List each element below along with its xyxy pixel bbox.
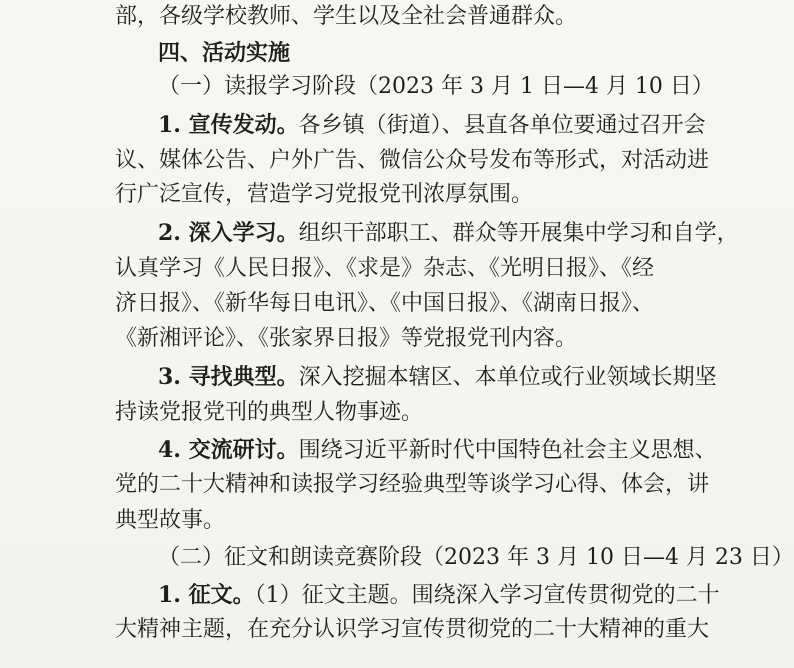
line-15-text: 典型故事。 (115, 508, 226, 533)
line-3-text: （一）读报学习阶段（2023 年 3 月 1 日—4 月 10 日） (158, 74, 714, 99)
text-line-12 (115, 398, 794, 428)
subsection-heading-essay-stage (158, 543, 794, 573)
lead-exchange: 4. 交流研讨。 (158, 437, 299, 463)
line-10-text: 《新湘评论》、《张家界日报》等党报党刊内容。 (115, 326, 578, 351)
text-line-7 (158, 218, 794, 249)
line-8-text: 认真学习《人民日报》、《求是》杂志、《光明日报》、《经 (115, 256, 655, 281)
line-1-text: 部，各级学校教师、学生以及全社会普通群众。 (115, 4, 578, 29)
line-6-text: 行广泛宣传，营造学习党报党刊浓厚氛围。 (115, 182, 534, 207)
lead-essay: 1. 征文。 (158, 582, 255, 608)
lead-find-models: 3. 寻找典型。 (158, 364, 299, 390)
lead-publicity: 1. 宣传发动。 (158, 112, 299, 138)
lead-study: 2. 深入学习。 (158, 220, 299, 246)
line-12-text: 持读党报党刊的典型人物事迹。 (115, 400, 424, 425)
line-13-text: 围绕习近平新时代中国特色社会主义思想、 (298, 438, 717, 463)
section-heading-activity-implementation (158, 38, 794, 68)
line-7-text: 组织干部职工、群众等开展集中学习和自学， (298, 221, 739, 246)
line-17-text: （1）征文主题。围绕深入学习宣传贯彻党的二十 (254, 583, 720, 608)
text-line-9 (115, 289, 794, 319)
text-line-10 (115, 324, 794, 354)
line-18-text: 大精神主题，在充分认识学习宣传贯彻党的二十大精神的重大 (115, 617, 710, 642)
line-14-text: 党的二十大精神和读报学习经验典型等谈学习心得、体会，讲 (115, 472, 710, 497)
text-line-8 (115, 254, 794, 284)
line-11-text: 深入挖掘本辖区、本单位或行业领域长期坚 (298, 365, 717, 390)
text-line-11 (158, 362, 794, 393)
text-line-1 (115, 2, 794, 32)
subsection-heading-reading-stage (158, 72, 794, 102)
text-line-5 (115, 146, 794, 176)
line-16-text: （二）征文和朗读竞赛阶段（2023 年 3 月 10 日—4 月 23 日） (158, 545, 794, 570)
text-line-15 (115, 506, 794, 536)
text-line-13 (158, 435, 794, 466)
text-line-18 (115, 615, 794, 645)
line-4-text: 各乡镇（街道）、县直各单位要通过召开会 (298, 113, 706, 138)
text-line-17 (158, 580, 794, 611)
line-2-text: 四、活动实施 (158, 40, 291, 66)
line-5-text: 议、媒体公告、户外广告、微信公众号发布等形式，对活动进 (115, 148, 710, 173)
text-line-4 (158, 110, 794, 141)
text-line-14 (115, 470, 794, 500)
line-9-text: 济日报》、《新华每日电讯》、《中国日报》、《湖南日报》、 (115, 291, 655, 316)
text-line-6 (115, 180, 794, 210)
